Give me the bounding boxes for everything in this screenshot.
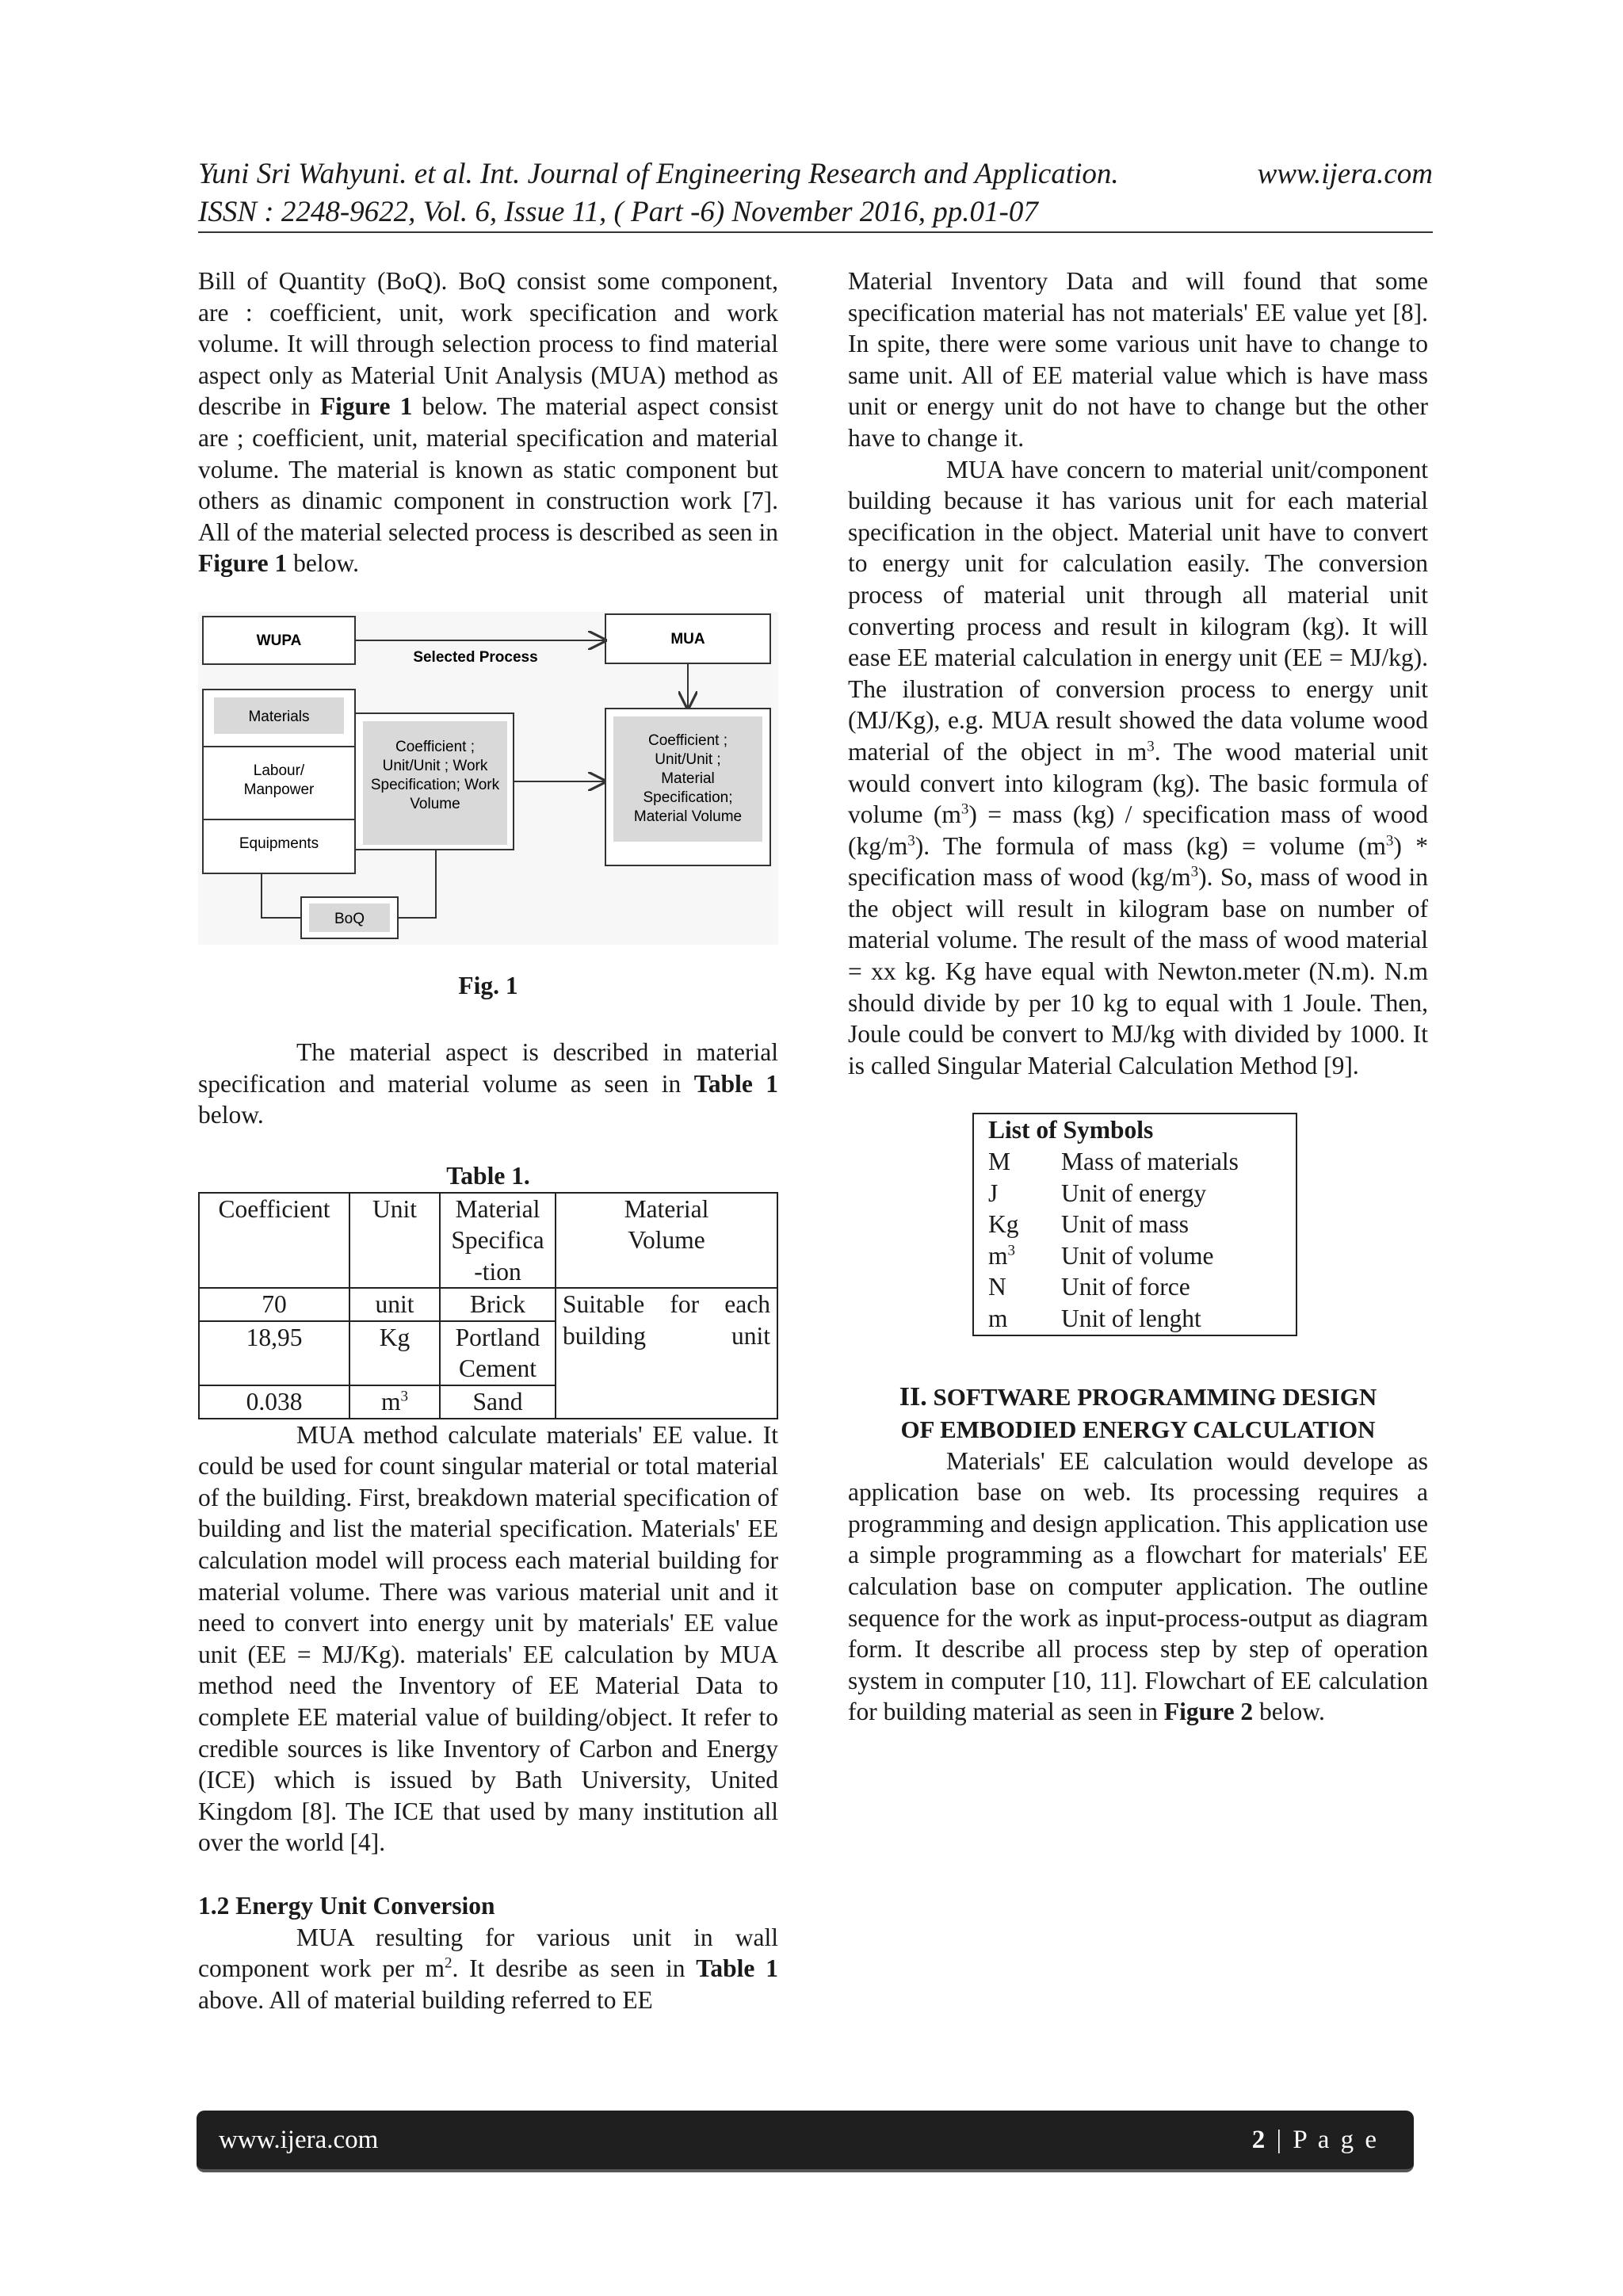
section-2-heading: II. SOFTWARE PROGRAMMING DESIGN OF EMBODIED ENERGY CALCULATION [899,1381,1377,1443]
left-column [198,266,778,2015]
table-row: 18,95 Kg Portland Cement [199,1321,777,1385]
header-spec: Material Specifica -tion [440,1193,556,1289]
header-volume: Material Volume [556,1193,777,1289]
labour-label-2: Manpower [243,781,315,798]
header-website[interactable]: www.ijera.com [1257,158,1433,190]
svg-text:Coefficient ;: Coefficient ; [395,738,475,755]
list-item: m Unit of lenght [988,1305,1201,1332]
selected-process-label: Selected Process [413,648,538,666]
right-paragraph-1: Material Inventory Data and will found that some specification material has not materials' EE value yet [8]. In spite, there were some various unit have to change to same unit. All of EE material value which is have mass unit or energy unit do not have to change but the other have to change it. [848,267,1428,452]
svg-text:Material: Material [661,770,715,787]
list-item: $m^3$ Unit of volume [988,1241,1214,1270]
table-row: 70 unit Brick Suitable for each building unit [199,1288,777,1321]
svg-text:Specification; Work: Specification; Work [370,776,500,793]
header-rule [198,231,1433,233]
svg-text:Material Volume: Material Volume [633,808,743,825]
right-column [848,266,1428,1728]
footer-website[interactable]: www.ijera.com [219,2125,379,2154]
left-paragraph-2: The material aspect is described in material specification and material volume as seen in Table 1 below. [198,1038,778,1129]
svg-text:Unit/Unit ;: Unit/Unit ; [655,751,721,768]
figure-1-diagram [198,612,778,945]
header-unit: Unit [349,1193,440,1289]
table-header-row [199,1193,777,1289]
labour-label-1: Labour/ [253,762,305,779]
list-item: Kg Unit of mass [988,1210,1189,1239]
right-paragraph-3: Materials' EE calculation would develope as application base on web. Its processing requires a programming and design application. This application use a simple programming as a flowchart for materials' EE calculation base on computer application. The outline sequence for the work as input-process-output as diagram form. It describe all process step by step of operation system in computer [10, 11]. Flowchart of EE calculation for building material as seen in Figure 2 below. [848,1446,1428,1726]
list-item: M Mass of materials [988,1148,1239,1176]
figure-1 [198,612,778,1001]
materials-label: Materials [248,708,310,725]
boq-label: BoQ [334,910,365,927]
svg-text:Volume: Volume [410,795,460,812]
wupa-label: WUPA [256,632,302,649]
svg-text:Specification;: Specification; [643,789,733,806]
figure-1-caption: Fig. 1 [458,971,518,999]
left-paragraph-4: MUA resulting for various unit in wall component work per $m^2$. It desribe as seen in Table 1 above. All of material building referred to EE [198,1923,778,2014]
right-paragraph-2: MUA have concern to material unit/component building because it has various unit for each material specification in the object. Material unit have to convert to energy unit for calculation easily. The conversion process of material unit through all material unit converting process and result in kilogram (kg). It will ease EE material calculation in energy unit (EE = MJ/kg). The ilustration of conversion process to energy unit (MJ/Kg), e.g. MUA result showed the data volume wood material of the object in $m^3$. The wood material unit would convert into kilogram (kg). The basic formula of volume $(m^3)$ = mass (kg) / specification mass of wood $(kg/m^3)$. The formula of mass (kg) = volume $(m^3)$ * specification mass of wood $(kg/m^3)$. So, mass of wood in the object will result in kilogram base on number of material volume. The result of the mass of wood material = xx kg. Kg have equal with Newton.meter (N.m). N.m should divide by per 10 kg to equal with 1 Joule. Then, Joule could be convert to MJ/kg with divided by 1000. It is called Singular Material Calculation Method [9]. [848,455,1428,1079]
list-item: N Unit of force [988,1273,1190,1301]
table-1-title: Table 1. [446,1161,530,1190]
subheading-energy-unit-conversion: 1.2 Energy Unit Conversion [198,1891,495,1920]
list-item: J Unit of energy [988,1179,1207,1207]
volume-note: Suitable for each building unit [556,1288,777,1418]
equipments-label: Equipments [239,835,319,852]
left-paragraph-3: MUA method calculate materials' EE value. It could be used for count singular material or total material of the building. First, breakdown material specification of building and list the material specification. Materials' EE calculation model will process each material building for material volume. There was various material unit and it need to convert into energy unit by materials' EE value unit (EE = MJ/Kg). materials' EE calculation by MUA method need the Inventory of EE Material Data to complete EE material value of building/object. It refer to credible sources is like Inventory of Carbon and Energy (ICE) which is issued by Bath University, United Kingdom [8]. The ICE that used by many institution all over the world [4]. [198,1420,778,1857]
left-paragraph-1: Bill of Quantity (BoQ). BoQ consist some component, are : coefficient, unit, work specification and work volume. It will through selection process to find material aspect only as Material Unit Analysis (MUA) method as describe in Figure 1 below. The material aspect consist are ; coefficient, unit, material specification and material volume. The material is known as static component but others as dinamic component in construction work [7]. All of the material selected process is described as seen in Figure 1 below. [198,267,778,578]
header-issn: ISSN : 2248-9622, Vol. 6, Issue 11, ( Part -6) November 2016, pp.01-07 [198,196,1038,228]
svg-text:Coefficient ;: Coefficient ; [648,732,727,749]
mua-label: MUA [670,630,705,648]
svg-text:Unit/Unit ; Work: Unit/Unit ; Work [382,757,488,774]
list-of-symbols [972,1113,1297,1335]
page-header [198,155,1433,231]
page-number: 2 | P a g e [1251,2125,1379,2154]
table-row: 0.038 $m^3$ Sand [199,1385,777,1419]
symbols-title: List of Symbols [988,1116,1154,1144]
header-coefficient: Coefficient [199,1193,349,1289]
table-1 [198,1192,778,1419]
page-footer [197,2111,1414,2172]
header-citation: Yuni Sri Wahyuni. et al. Int. Journal of Engineering Research and Application. [198,158,1119,190]
